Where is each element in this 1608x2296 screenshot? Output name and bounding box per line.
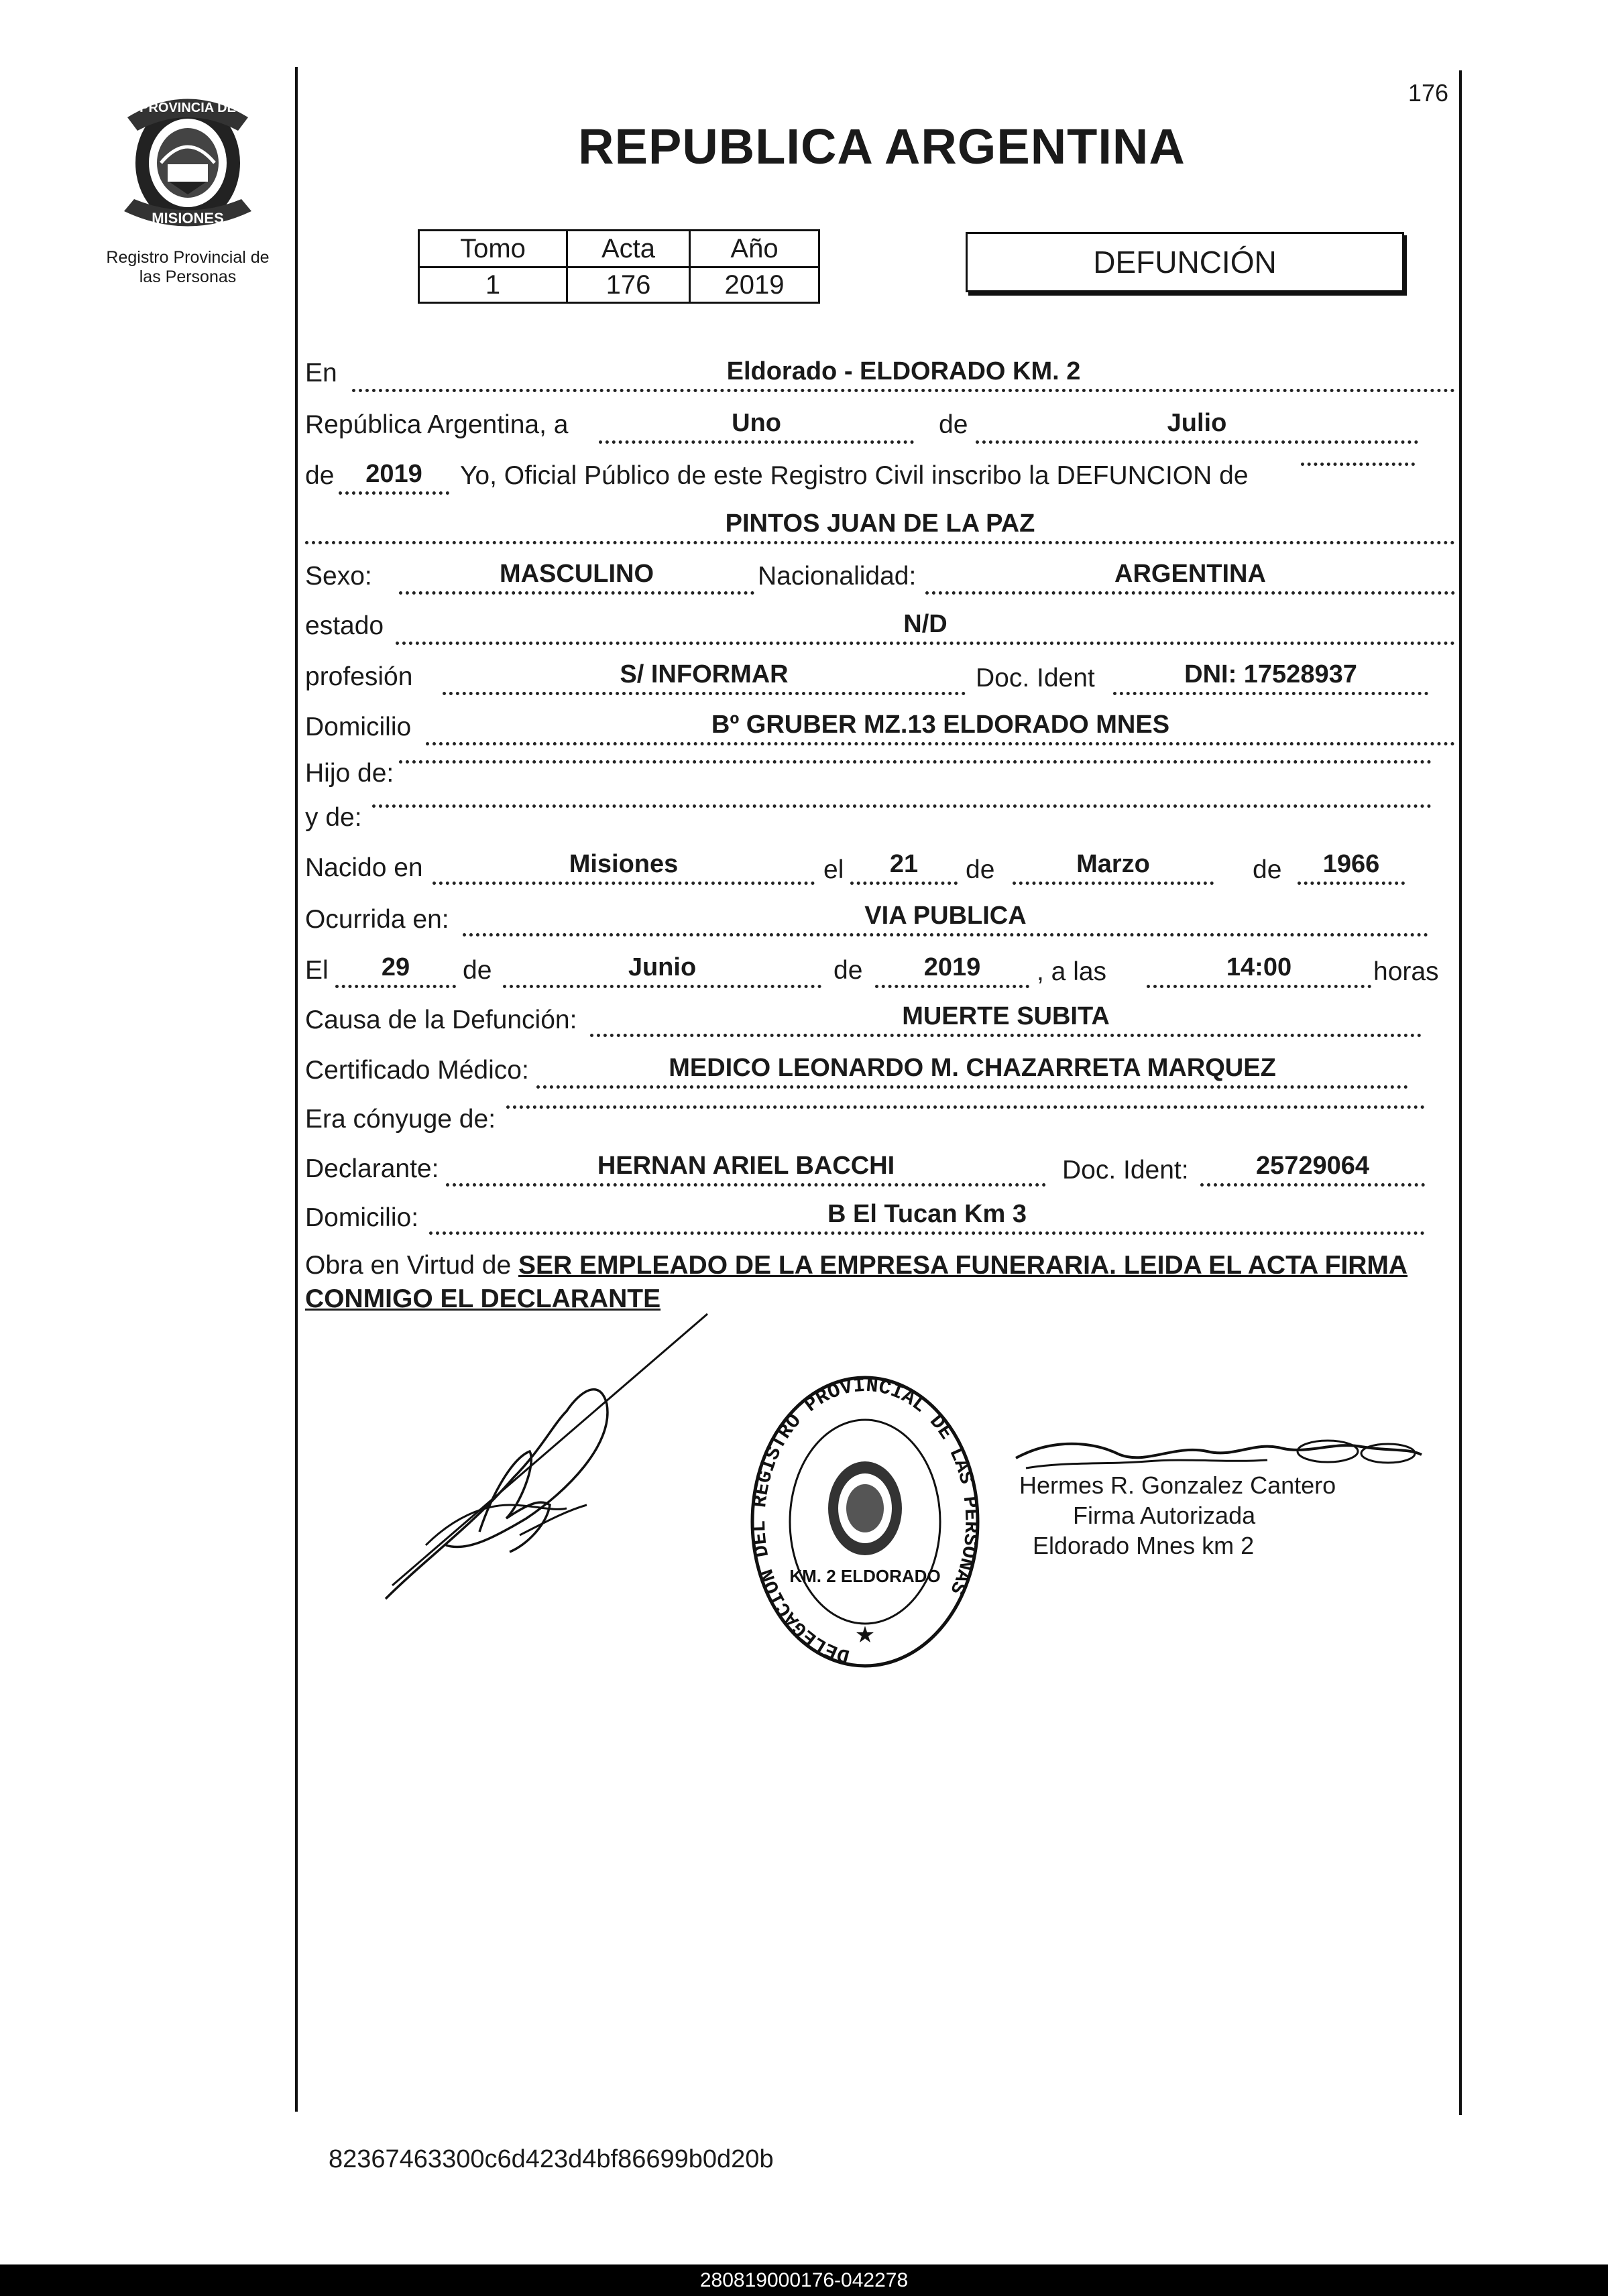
declarant-signature <box>365 1304 728 1652</box>
value-obra-line1: SER EMPLEADO DE LA EMPRESA FUNERARIA. LEIDA EL ACTA FIRMA <box>518 1251 1408 1280</box>
value-tomo: 1 <box>419 267 567 303</box>
registry-name: Registro Provincial de las Personas <box>106 248 270 286</box>
right-margin-line <box>1459 70 1462 2115</box>
value-ocurrida-en: VIA PUBLICA <box>463 902 1428 936</box>
record-type: DEFUNCIÓN <box>966 232 1404 292</box>
value-nacido-dia: 21 <box>850 850 958 885</box>
authority-place: Eldorado Mnes km 2 <box>1033 1532 1255 1559</box>
label-nacido-en: Nacido en <box>305 853 423 882</box>
authority-role: Firma Autorizada <box>1073 1502 1256 1529</box>
value-estado: N/D <box>396 610 1455 645</box>
document-hash: 82367463300c6d423d4bf86699b0d20b <box>329 2145 774 2173</box>
value-nombre: PINTOS JUAN DE LA PAZ <box>305 509 1455 544</box>
stamp-inner-text: KM. 2 ELDORADO <box>789 1566 941 1586</box>
logo-text-bottom: MISIONES <box>152 210 224 227</box>
label-de-5: de <box>463 956 492 985</box>
label-conyuge: Era cónyuge de: <box>305 1105 496 1134</box>
label-sexo: Sexo: <box>305 562 372 591</box>
intro-blank <box>1301 460 1415 466</box>
value-doc: DNI: 17528937 <box>1113 660 1428 695</box>
page-title: REPUBLICA ARGENTINA <box>578 119 1186 174</box>
value-acta: 176 <box>567 267 690 303</box>
label-doc-ident-2: Doc. Ident: <box>1062 1156 1189 1185</box>
label-de-3: de <box>966 855 995 884</box>
label-causa: Causa de la Defunción: <box>305 1006 577 1034</box>
label-ocurrida-en: Ocurrida en: <box>305 905 449 934</box>
value-hora: 14:00 <box>1147 953 1371 988</box>
label-de-1: de <box>939 410 968 439</box>
value-obra-line2: CONMIGO EL DECLARANTE <box>305 1284 661 1313</box>
value-nacido-mes: Marzo <box>1013 850 1214 885</box>
label-El: El <box>305 956 329 985</box>
label-intro: Yo, Oficial Público de este Registro Civil inscribo la DEFUNCION de <box>460 461 1249 490</box>
label-domicilio-2: Domicilio: <box>305 1203 419 1232</box>
value-fecha-mes: Junio <box>503 953 821 988</box>
value-nacido-en: Misiones <box>433 850 815 885</box>
label-el: el <box>823 855 844 884</box>
footer-code: 280819000176-042278 <box>0 2264 1608 2296</box>
value-nacido-anio: 1966 <box>1298 850 1405 885</box>
label-nacionalidad: Nacionalidad: <box>758 562 917 591</box>
logo-text-top: PROVINCIA DE <box>139 101 236 115</box>
label-de-2: de <box>305 461 335 490</box>
label-de-6: de <box>834 956 863 985</box>
obra-en-virtud: Obra en Virtud de SER EMPLEADO DE LA EMPRESA FUNERARIA. LEIDA EL ACTA FIRMA CONMIGO EL DECLARANTE <box>305 1251 1408 1313</box>
registry-logo <box>107 84 268 238</box>
value-fecha-dia: 29 <box>335 953 456 988</box>
value-profesion: S/ INFORMAR <box>443 660 966 695</box>
label-de-4: de <box>1253 855 1282 884</box>
value-sexo: MASCULINO <box>399 560 754 595</box>
label-declarante: Declarante: <box>305 1154 439 1183</box>
value-conyuge <box>506 1103 1425 1109</box>
label-republica: República Argentina, a <box>305 410 569 439</box>
value-certificado: MEDICO LEONARDO M. CHAZARRETA MARQUEZ <box>536 1054 1408 1089</box>
label-certificado: Certificado Médico: <box>305 1056 529 1085</box>
value-nacionalidad: ARGENTINA <box>925 560 1455 595</box>
record-table <box>418 229 820 304</box>
value-declarante-doc: 25729064 <box>1200 1152 1425 1187</box>
authority-name: Hermes R. Gonzalez Cantero <box>1019 1471 1336 1499</box>
label-doc-ident: Doc. Ident <box>976 664 1095 692</box>
value-y-de <box>372 802 1432 808</box>
label-a-las: , a las <box>1037 957 1107 986</box>
header-acta: Acta <box>567 231 690 267</box>
value-domicilio: Bº GRUBER MZ.13 ELDORADO MNES <box>426 711 1455 745</box>
label-horas: horas <box>1373 957 1439 986</box>
label-domicilio: Domicilio <box>305 713 412 741</box>
label-en: En <box>305 359 337 387</box>
value-mes: Julio <box>976 409 1418 444</box>
value-declarante: HERNAN ARIEL BACCHI <box>446 1152 1046 1187</box>
value-anio: 2019 <box>690 267 819 303</box>
label-hijo-de: Hijo de: <box>305 759 394 788</box>
value-lugar: Eldorado - ELDORADO KM. 2 <box>352 357 1455 392</box>
value-anio: 2019 <box>339 460 449 495</box>
stamp-star-icon: ★ <box>854 1622 876 1648</box>
value-causa: MUERTE SUBITA <box>590 1002 1422 1037</box>
label-profesion: profesión <box>305 662 413 691</box>
header-tomo: Tomo <box>419 231 567 267</box>
header-anio: Año <box>690 231 819 267</box>
stamp-outer-text: DELEGACION DEL REGISTRO PROVINCIAL DE LAS PERSONAS <box>748 1374 982 1667</box>
value-hijo-de <box>399 758 1432 764</box>
value-declarante-domicilio: B El Tucan Km 3 <box>429 1200 1425 1235</box>
left-margin-line <box>295 67 298 2112</box>
value-dia: Uno <box>599 409 914 444</box>
value-fecha-anio: 2019 <box>875 953 1029 988</box>
label-y-de: y de: <box>305 803 362 832</box>
official-stamp <box>738 1361 992 1676</box>
page-number: 176 <box>1408 79 1448 107</box>
label-estado: estado <box>305 611 384 640</box>
